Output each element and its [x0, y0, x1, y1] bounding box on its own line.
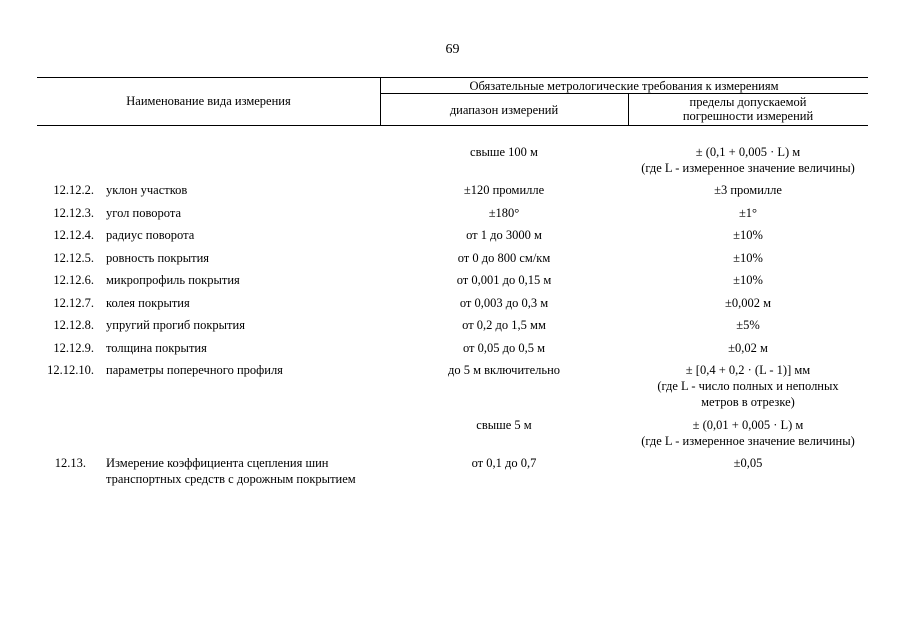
row-error	[628, 227, 868, 243]
row-number: 12.12.6.	[53, 273, 94, 287]
row-error-line: ±1°	[738, 206, 758, 220]
row-range: от 1 до 3000 м	[466, 228, 542, 242]
row-number: 12.12.4.	[53, 228, 94, 242]
row-range: от 0,05 до 0,5 м	[462, 341, 546, 355]
row-range: ±180°	[488, 206, 520, 220]
row-range: от 0,2 до 1,5 мм	[462, 318, 546, 332]
row-error-line: ±0,002 м	[724, 296, 772, 310]
row-name: микропрофиль покрытия	[106, 273, 240, 287]
header-mid-rule	[380, 93, 868, 94]
row-error-line: ±10%	[733, 228, 763, 242]
row-error-line: ± (0,01 + 0,005 · L) м	[692, 418, 804, 432]
row-error-line: ± (0,1 + 0,005 · L) м	[695, 145, 801, 159]
row-range: свыше 100 м	[470, 145, 538, 159]
row-error	[628, 455, 868, 471]
row-error	[628, 362, 868, 410]
row-range: от 0,1 до 0,7	[471, 456, 537, 470]
row-name: колея покрытия	[106, 296, 190, 310]
row-error-line: (где L - измеренное значение величины)	[641, 434, 855, 448]
row-error	[628, 417, 868, 449]
row-number: 12.12.9.	[53, 341, 94, 355]
row-range: ±120 промилле	[463, 183, 545, 197]
row-range: от 0,003 до 0,3 м	[459, 296, 549, 310]
row-number: 12.12.7.	[53, 296, 94, 310]
row-error-line: ±0,05	[733, 456, 763, 470]
row-number: 12.12.3.	[53, 206, 94, 220]
row-error-line: (где L - измеренное значение величины)	[641, 161, 855, 175]
header-error-column	[628, 95, 868, 123]
row-error-line: ±3 промилле	[714, 183, 782, 197]
row-number: 12.12.5.	[53, 251, 94, 265]
row-error	[628, 250, 868, 266]
row-error	[628, 317, 868, 333]
row-name: параметры поперечного профиля	[106, 363, 283, 377]
row-error-line: метров в отрезке)	[701, 395, 795, 409]
row-range: свыше 5 м	[476, 418, 532, 432]
header-bottom-rule	[37, 125, 868, 126]
row-name: уклон участков	[106, 183, 188, 197]
row-error	[628, 295, 868, 311]
row-range: от 0,001 до 0,15 м	[456, 273, 552, 287]
header-top-rule	[37, 77, 868, 78]
row-error-line: ± [0,4 + 0,2 · (L - 1)] мм	[685, 363, 811, 377]
row-name: радиус поворота	[106, 228, 195, 242]
row-error	[628, 272, 868, 288]
row-number: 12.12.10.	[47, 363, 94, 377]
header-name-column: Наименование вида измерения	[126, 94, 291, 108]
row-error	[628, 205, 868, 221]
row-name: угол поворота	[106, 206, 182, 220]
row-name: упругий прогиб покрытия	[106, 318, 245, 332]
header-error-line-1: пределы допускаемой	[689, 95, 807, 109]
header-range-column: диапазон измерений	[449, 103, 559, 117]
row-name: толщина покрытия	[106, 341, 207, 355]
row-number: 12.12.8.	[53, 318, 94, 332]
row-error-line: ±10%	[733, 251, 763, 265]
row-error	[628, 340, 868, 356]
row-error-line: ±10%	[733, 273, 763, 287]
row-error-line: (где L - число полных и неполных	[657, 379, 839, 393]
header-requirements-group: Обязательные метрологические требования к измерениям	[469, 79, 779, 93]
header-error-line-2: погрешности измерений	[682, 109, 814, 123]
row-error-line: ±0,02 м	[728, 341, 768, 355]
page-number: 69	[445, 42, 460, 57]
row-number: 12.12.2.	[53, 183, 94, 197]
row-range: до 5 м включительно	[447, 363, 561, 377]
row-error	[628, 182, 868, 198]
row-number: 12.13.	[54, 456, 86, 470]
row-error-line: ±5%	[736, 318, 760, 332]
row-range: от 0 до 800 см/км	[457, 251, 551, 265]
row-name: Измерение коэффициента сцепления шин транспортных средств с дорожным покрытием	[106, 456, 356, 486]
row-error	[628, 144, 868, 176]
row-name: ровность покрытия	[106, 251, 210, 265]
